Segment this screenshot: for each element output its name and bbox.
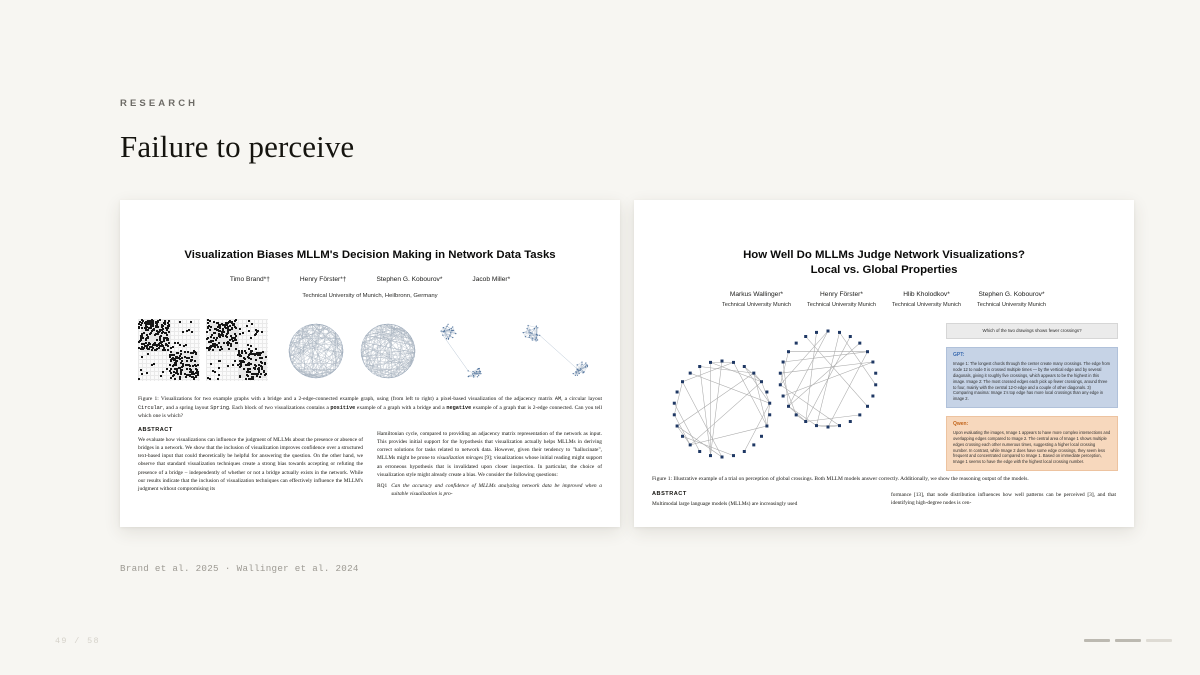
caption-mono-circular: Circular — [138, 404, 163, 411]
paper-right-content — [634, 200, 1134, 508]
author-affiliation: Technical University Munich — [977, 301, 1047, 308]
qwen-answer-box — [946, 416, 1118, 471]
author — [977, 291, 1046, 309]
abstract-heading: ABSTRACT — [652, 490, 687, 497]
abstract-right-part1: Hamiltonian cycle, compared to providing an adjacency matrix representation of the network as input. This provides initial support for the hypothesis that visualization actually helps MLLMs in deriving correct solutions for tasks related to network data. However, given their tendency to "hallucinate", MLLMs might be prone to — [377, 430, 602, 462]
abstract-body-right: formance [13], that node distribution influences how well patterns can be perceived [3], and that identifying high-degree nodes is cen- — [891, 491, 1116, 507]
paper-right-column-1 — [652, 491, 877, 508]
adjacency-matrix-1 — [138, 319, 200, 381]
qwen-answer-text: Upon evaluating the images, Image 1 appears to have more complex intersections and overlapping edges compared to Image 2. The central area of Image 1 shows multiple edges crossing each other numerous times, suggesting a higher local crossing number. In contrast, while Image 2 does have some edge crossings, they seem less frequent and concentrated compared to Image 1. Based on immediate perception, Image 1 seems to have the edge with the highest local crossing number. — [953, 430, 1111, 465]
paper-left-affiliation: Technical University of Munich, Heilbronn, Germany — [302, 293, 438, 300]
slide-header — [120, 98, 820, 165]
abstract-body-left: Multimodal large language models (MLLMs) are increasingly used — [652, 500, 798, 507]
paper-card-left[interactable] — [120, 200, 620, 527]
caption-source-right: Wallinger et al. 2024 — [236, 563, 359, 574]
spring-layout-2 — [510, 313, 602, 387]
author-name: Stephen G. Kobourov* — [376, 275, 443, 283]
caption-mid-1: , a circular layout — [561, 396, 602, 403]
paper-right-figure — [650, 321, 1118, 471]
author-name: Jacob Miller* — [472, 275, 511, 283]
progress-indicator[interactable] — [1084, 639, 1172, 642]
author — [722, 291, 791, 309]
circular-graph-image-2 — [764, 321, 894, 439]
caption-mono-spring: Spring — [210, 404, 229, 411]
author — [230, 276, 270, 285]
author-name: Timo Brand*† — [229, 275, 270, 283]
paper-left-content — [120, 200, 620, 498]
caption-prefix: Figure 1: Visualizations for two example graphs with a bridge and a 2-edge-connected example graph, using (from left to right) a pixel-based visualization of the adjacency matrix — [138, 396, 555, 403]
caption-suffix: example of a graph that is 2-edge connected. Can you tell which one is which? — [138, 404, 602, 420]
progress-dash-3[interactable] — [1146, 639, 1172, 642]
page-indicator: 49 / 58 — [55, 636, 100, 646]
spring-layout-1 — [426, 313, 506, 387]
paper-right-title — [680, 248, 1088, 277]
paper-right-column-2 — [891, 491, 1116, 508]
gpt-answer-text: Image 1: The longest chords through the center create many crossings. The edge from node 12 to node 0 is crossed multiple times — by the vertical edge and by several diagonals, giving it roughly five crossings, which appears to be the highest in this image. Image 2: The most crossed edges each pick up fewer crossings, around three to four, mainly with the central 12-0 edge and a couple of other diagonals. 3) Comparing maxima: Image 1's top edge has more local crossings than any edge in image 2. — [953, 361, 1111, 402]
caption-mid-4: example of a graph with a bridge and a — [355, 404, 447, 411]
paper-right-columns — [652, 491, 1116, 508]
rq-label: RQ1 — [377, 482, 388, 489]
author-affiliation: Technical University Munich — [721, 301, 791, 308]
research-question-1 — [377, 482, 602, 498]
paper-left-column-1 — [138, 427, 363, 499]
caption-mid-3: . Each block of two visualizations contains a — [228, 404, 331, 411]
author — [807, 291, 876, 309]
author-name: Henry Förster* — [820, 291, 863, 299]
prompt-box: Which of the two drawings shows fewer crossings? — [946, 323, 1118, 339]
qwen-answer-label: Qwen: — [953, 421, 969, 428]
author-affiliation: Technical University Munich — [806, 301, 876, 308]
abstract-heading: ABSTRACT — [138, 426, 173, 433]
caption-separator: · — [224, 563, 231, 574]
author-name: Markus Wallinger* — [729, 291, 784, 299]
caption-source-left: Brand et al. 2025 — [120, 563, 219, 574]
paper-left-columns — [138, 427, 602, 499]
author-name: Hlib Kholodkov* — [903, 291, 950, 299]
model-answer-panels — [946, 323, 1118, 471]
author — [300, 276, 347, 285]
paper-left-figure-caption — [138, 395, 602, 421]
paper-right-figure-caption: Figure 1: Illustrative example of a trial on perception of global crossings. Both MLLM models answer correctly. Additionally, we show the reasoning output of the models. — [652, 476, 1029, 483]
author-name: Henry Förster*† — [299, 275, 347, 283]
paper-right-authors — [634, 291, 1134, 309]
paper-right-title-line2: Local vs. Global Properties — [810, 263, 958, 276]
paper-left-authors — [120, 276, 620, 285]
progress-dash-1[interactable] — [1084, 639, 1110, 642]
rq-text: Can the accuracy and confidence of MLLMs analyzing network data be improved when a suitable visualization is pro- — [391, 482, 602, 498]
circular-layout-1 — [280, 313, 352, 387]
paper-card-right[interactable] — [634, 200, 1134, 527]
paper-left-title: Visualization Biases MLLM's Decision Making in Network Data Tasks — [184, 249, 556, 261]
source-caption — [120, 563, 359, 574]
author-name: Stephen G. Kobourov* — [978, 291, 1045, 299]
adjacency-matrix-2 — [206, 319, 268, 381]
caption-mono-am: AM — [554, 396, 562, 403]
abstract-body-right — [377, 430, 602, 479]
progress-dash-2[interactable] — [1115, 639, 1141, 642]
page-title: Failure to perceive — [120, 129, 355, 164]
paper-left-figure — [138, 313, 606, 387]
circular-layout-2 — [352, 313, 424, 387]
eyebrow-label: RESEARCH — [120, 98, 199, 109]
gpt-answer-box — [946, 347, 1118, 408]
abstract-right-part2: [9]; visualizations whose initial reading might support an erroneous hypothesis that is invalidated upon closer inspection. In particular, the choice of visualization style might already create a bias. We consider the following questions: — [377, 455, 602, 478]
abstract-right-italic: visualization mirages — [436, 455, 484, 462]
author — [892, 291, 961, 309]
author — [376, 276, 442, 285]
paper-left-column-2 — [377, 427, 602, 499]
abstract-body-left: We evaluate how visualizations can influence the judgment of MLLMs about the presence or absence of bridges in a network. We show that the inclusion of visualization improves confidence over a structured text-based input that could theoretically be helpful for answering the question. On the other hand, we observe that standard visualization techniques create a strong bias towards accepting or refuting the presence of a bridge – independently of whether or not a bridge actually exists in the network. While our results indicate that the inclusion of visualization techniques can effectively influence the MLLM's judgment without compromising its — [138, 436, 363, 492]
gpt-answer-label: GPT: — [953, 352, 965, 359]
caption-bold-positive: positive — [330, 404, 356, 411]
caption-bold-negative: negative — [446, 404, 472, 411]
author — [472, 276, 510, 285]
caption-mid-2: , and a spring layout — [162, 404, 211, 411]
author-affiliation: Technical University Munich — [892, 301, 962, 308]
paper-right-title-line1: How Well Do MLLMs Judge Network Visualizations? — [743, 249, 1025, 261]
